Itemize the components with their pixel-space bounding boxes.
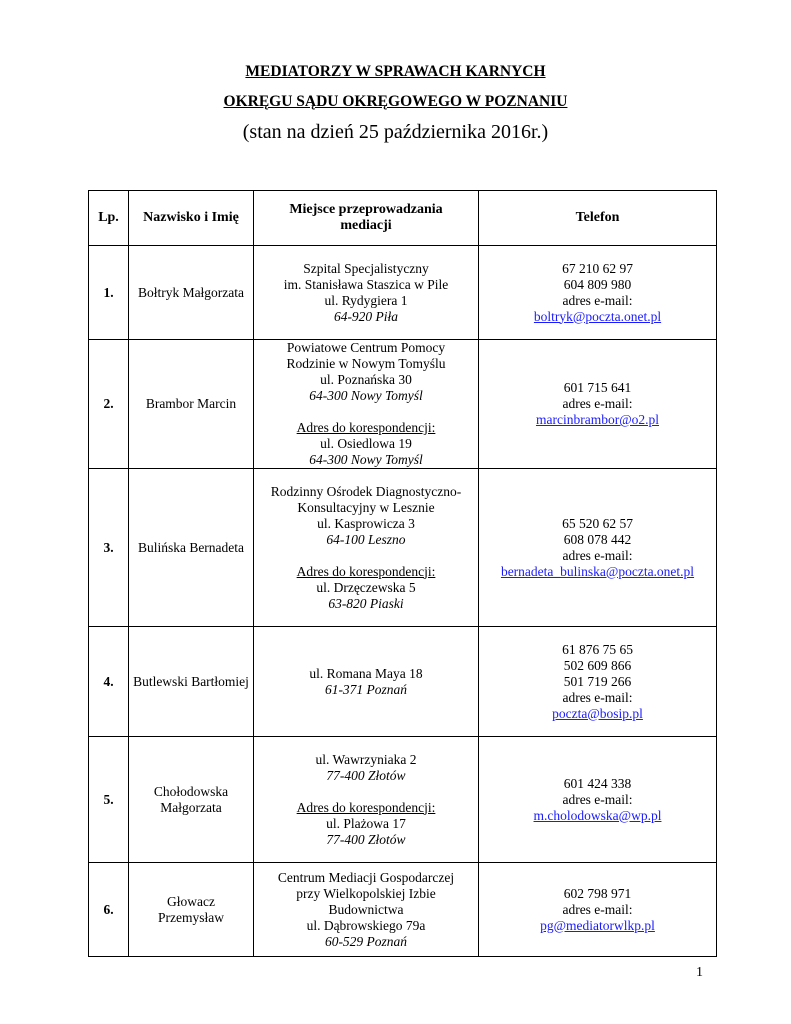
place-line: ul. Romana Maya 18 [309, 665, 423, 681]
place-city: 64-100 Leszno [326, 531, 406, 547]
mediation-place [254, 737, 479, 863]
document-subtitle-date: (stan na dzień 25 października 2016r.) [242, 121, 549, 143]
mediator-name [129, 340, 254, 469]
correspondence-city: 64-300 Nowy Tomyśl [309, 452, 423, 467]
column-header-place-line2: mediacji [340, 218, 392, 233]
name-line: Chołodowska [153, 783, 229, 799]
place-line: Budownictwa [328, 901, 404, 917]
place-line: Szpital Specjalistyczny [303, 260, 429, 276]
table-header-row [89, 191, 717, 246]
mediator-name [129, 627, 254, 737]
email-label: adres e-mail: [562, 547, 633, 563]
phone-number: 602 798 971 [563, 885, 632, 901]
email-label: adres e-mail: [562, 396, 633, 411]
mediator-name [129, 469, 254, 627]
phone-number: 65 520 62 57 [562, 515, 633, 531]
phone-number: 601 715 641 [563, 380, 632, 395]
name-line: Brambor Marcin [145, 396, 237, 411]
place-line: Centrum Mediacji Gospodarczej [277, 869, 455, 885]
phone-number: 67 210 62 97 [562, 260, 633, 276]
place-city: 64-920 Piła [333, 308, 399, 324]
contact-cell [479, 627, 717, 737]
email-label: adres e-mail: [562, 791, 633, 807]
correspondence-street: ul. Osiedlowa 19 [320, 436, 412, 451]
column-header-name: Nazwisko i Imię [129, 191, 254, 246]
name-line: Bulińska Bernadeta [137, 539, 245, 555]
phone-number: 61 876 75 65 [562, 641, 633, 657]
place-line: przy Wielkopolskiej Izbie [296, 885, 436, 901]
place-city: 60-529 Poznań [324, 933, 408, 949]
table-row [89, 340, 717, 469]
place-line: Rodzinie w Nowym Tomyślu [286, 356, 446, 371]
contact-cell [479, 863, 717, 957]
phone-number: 601 424 338 [563, 775, 632, 791]
contact-cell [479, 469, 717, 627]
place-line: ul. Wawrzyniaka 2 [315, 751, 417, 767]
email-link[interactable]: m.cholodowska@wp.pl [533, 807, 662, 823]
place-city: 77-400 Złotów [326, 767, 406, 783]
name-line: Butlewski Bartłomiej [133, 673, 249, 689]
place-line: Konsultacyjny w Lesznie [297, 499, 435, 515]
phone-number: 502 609 866 [563, 657, 632, 673]
mediators-table [88, 190, 717, 957]
email-link[interactable]: poczta@bosip.pl [552, 705, 643, 721]
row-number: 2. [89, 340, 129, 469]
email-label: adres e-mail: [562, 689, 633, 705]
mediation-place [254, 469, 479, 627]
mediation-place [254, 863, 479, 957]
correspondence-street: ul. Drzęczewska 5 [316, 579, 416, 595]
place-city: 64-300 Nowy Tomyśl [309, 388, 423, 403]
mediation-place [254, 627, 479, 737]
place-line: im. Stanisława Staszica w Pile [283, 276, 449, 292]
correspondence-street: ul. Plażowa 17 [326, 815, 406, 831]
phone-number: 501 719 266 [563, 673, 632, 689]
correspondence-label: Adres do korespondencji: [296, 420, 436, 435]
row-number: 1. [89, 246, 129, 340]
place-line: ul. Kasprowicza 3 [317, 515, 415, 531]
row-number: 6. [89, 863, 129, 957]
correspondence-city: 77-400 Złotów [326, 831, 406, 847]
place-line: Rodzinny Ośrodek Diagnostyczno- [270, 483, 462, 499]
mediator-name [129, 863, 254, 957]
column-header-lp: Lp. [89, 191, 129, 246]
document-title-line2: OKRĘGU SĄDU OKRĘGOWEGO W POZNANIU [223, 93, 568, 110]
document-title-line1: MEDIATORZY W SPRAWACH KARNYCH [245, 63, 546, 80]
mediator-name [129, 246, 254, 340]
name-line: Bołtryk Małgorzata [137, 284, 245, 300]
place-city: 61-371 Poznań [324, 681, 408, 697]
place-line: ul. Dąbrowskiego 79a [306, 917, 426, 933]
contact-cell [479, 340, 717, 469]
mediator-name [129, 737, 254, 863]
email-link[interactable]: bernadeta_bulinska@poczta.onet.pl [500, 563, 695, 579]
email-label: adres e-mail: [562, 901, 633, 917]
email-link[interactable]: marcinbrambor@o2.pl [535, 412, 660, 427]
row-number: 4. [89, 627, 129, 737]
row-number: 3. [89, 469, 129, 627]
phone-number: 608 078 442 [563, 531, 632, 547]
column-header-place-line1: Miejsce przeprowadzania [289, 202, 443, 217]
email-label: adres e-mail: [562, 292, 633, 308]
mediation-place [254, 340, 479, 469]
table-row [89, 627, 717, 737]
name-line: Małgorzata [160, 799, 222, 815]
correspondence-city: 63-820 Piaski [328, 595, 404, 611]
row-number: 5. [89, 737, 129, 863]
table-row [89, 737, 717, 863]
column-header-phone: Telefon [479, 191, 717, 246]
email-link[interactable]: pg@mediatorwlkp.pl [540, 917, 655, 933]
page-number: 1 [696, 965, 703, 980]
place-line: ul. Rydygiera 1 [324, 292, 408, 308]
contact-cell [479, 246, 717, 340]
table-row [89, 469, 717, 627]
place-line: ul. Poznańska 30 [320, 372, 412, 387]
place-line: Powiatowe Centrum Pomocy [286, 340, 446, 355]
name-line: Głowacz Przemysław [158, 893, 224, 925]
correspondence-label: Adres do korespondencji: [296, 799, 436, 815]
phone-number: 604 809 980 [563, 276, 632, 292]
contact-cell [479, 737, 717, 863]
mediation-place [254, 246, 479, 340]
column-header-place [254, 191, 479, 246]
email-link[interactable]: boltryk@poczta.onet.pl [533, 308, 662, 324]
correspondence-label: Adres do korespondencji: [296, 563, 436, 579]
table-row [89, 863, 717, 957]
table-row [89, 246, 717, 340]
